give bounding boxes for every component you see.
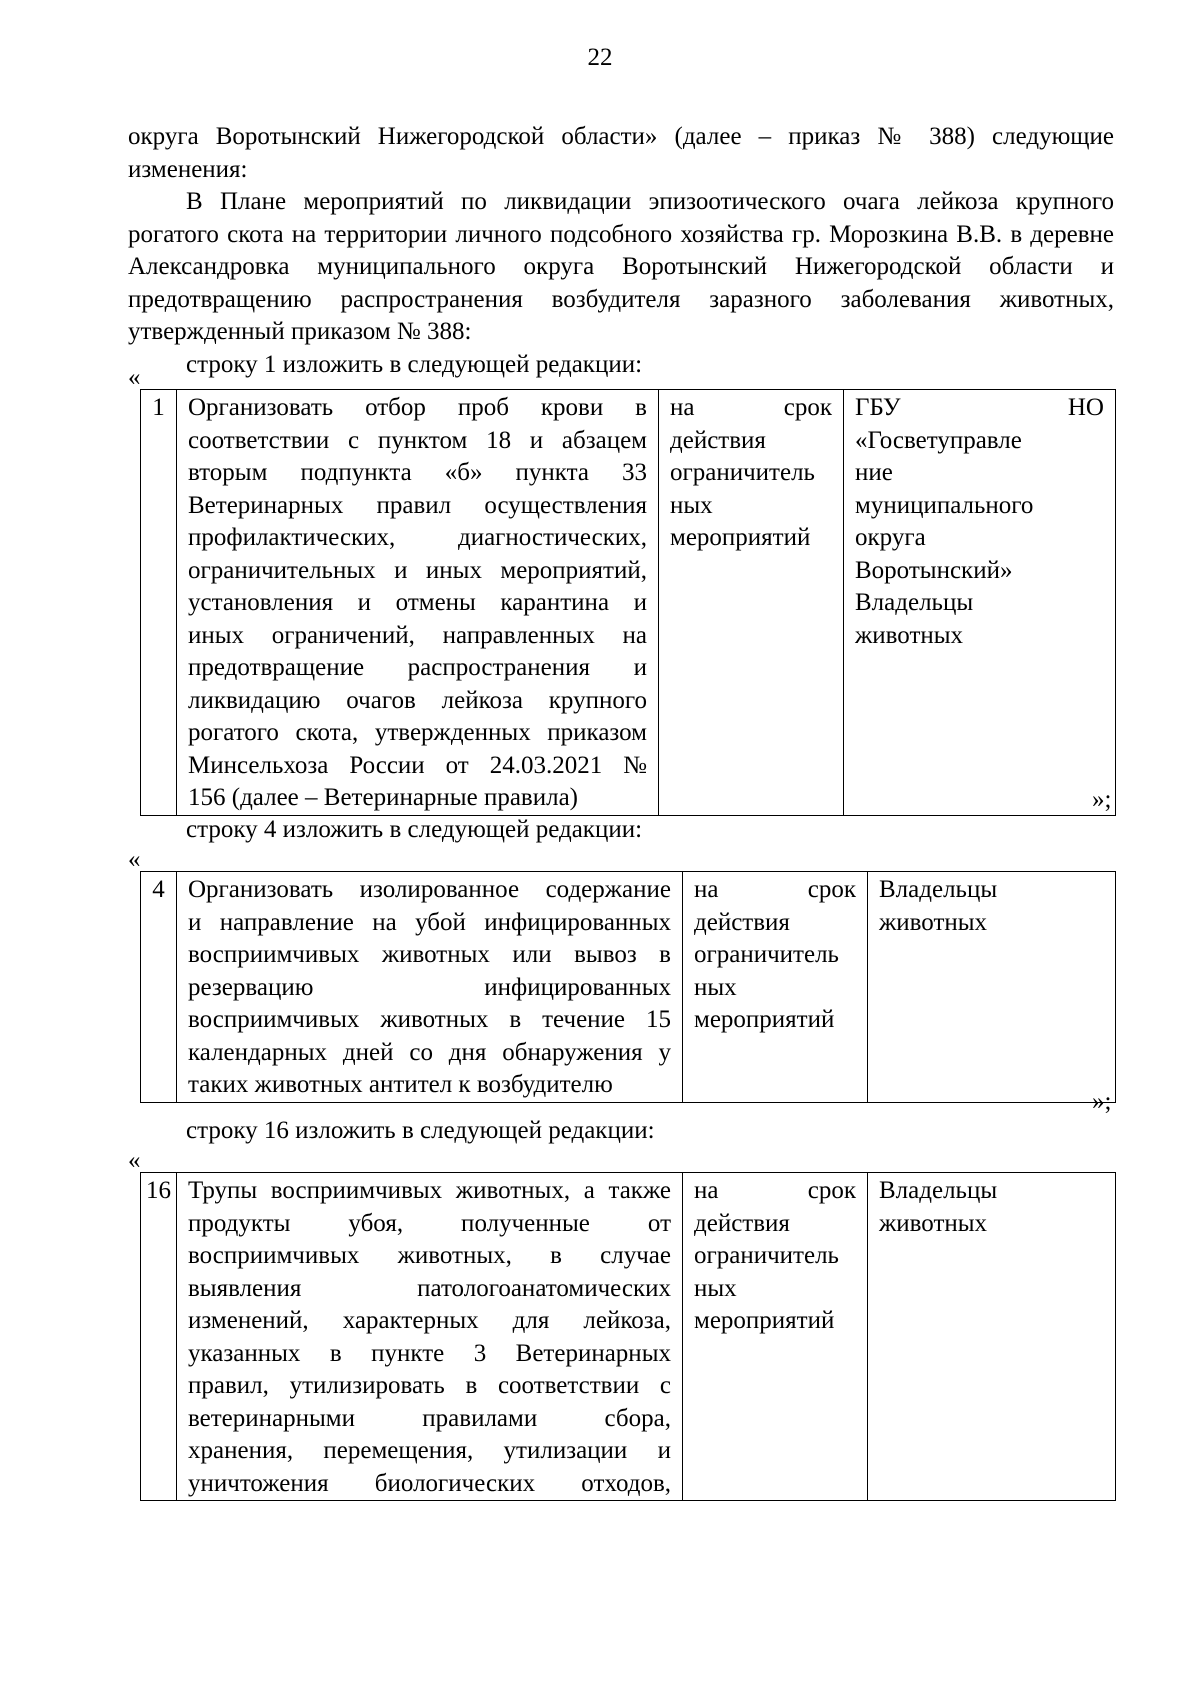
- cell-line: правил, утилизировать в соответствии с: [188, 1372, 671, 1399]
- cell-line: Владельцы: [879, 876, 998, 903]
- caption-row-4: строку 4 изложить в следующей редакции:: [186, 816, 643, 843]
- cell-line: календарных дней со дня обнаружения у: [188, 1038, 671, 1066]
- cell-line: ограничительных и иных мероприятий,: [188, 556, 647, 584]
- cell-line: животных: [879, 1209, 988, 1237]
- row-term: [659, 390, 844, 816]
- cell-line: ограничитель: [694, 1242, 839, 1269]
- cell-line: ных: [694, 973, 737, 1001]
- cell-line: соответствии с пунктом 18 и абзацем: [188, 426, 647, 454]
- cell-line: Трупы восприимчивых животных, а также: [188, 1177, 671, 1204]
- cell-line: на срок: [694, 876, 856, 903]
- cell-line: ных: [694, 1274, 737, 1302]
- table-row-4: [140, 871, 1116, 1103]
- row-term: [683, 872, 868, 1103]
- page-number: 22: [587, 44, 613, 71]
- quote-open-3: «: [128, 1147, 141, 1174]
- cell-line: действия: [670, 426, 766, 454]
- row-action: [177, 1173, 683, 1501]
- cell-line: округа: [855, 524, 926, 551]
- row-action: [177, 390, 659, 816]
- row-number: 16: [141, 1173, 177, 1501]
- cell-line: ограничитель: [670, 459, 815, 486]
- cell-line: уничтожения биологических отходов,: [188, 1469, 671, 1497]
- cell-line: резервацию инфицированных: [188, 973, 671, 1001]
- cell-line: ограничитель: [694, 941, 839, 968]
- row-responsible: [868, 1173, 1116, 1501]
- cell-line: профилактических, диагностических,: [188, 524, 647, 551]
- cell-line: предотвращение распространения и: [188, 654, 647, 681]
- cell-line: «Госветуправле: [855, 426, 1022, 454]
- row-responsible: [844, 390, 1116, 816]
- cell-line: установления и отмены карантина и: [188, 589, 647, 616]
- cell-line: мероприятий: [694, 1307, 835, 1334]
- intro-paragraph-2: В Плане мероприятий по ликвидации эпизоотического очага лейкоза крупного рогатого скота на территории личного подсобного хозяйства гр. Морозкина В.В. в деревне Александровка муниципального округа Воротынский Нижегородской области и предотвращению распространения возбудителя заразного заболевания животных, утвержденный приказом № 388:: [128, 188, 1114, 345]
- caption-row-16: строку 16 изложить в следующей редакции:: [186, 1117, 655, 1144]
- quote-close-2: »;: [1092, 1088, 1112, 1115]
- cell-line: восприимчивых животных или вывоз в: [188, 941, 671, 968]
- table-row-1: [140, 389, 1116, 816]
- cell-line: восприимчивых животных в течение 15: [188, 1006, 671, 1033]
- cell-line: рогатого скота, утвержденных приказом: [188, 719, 647, 746]
- cell-line: иных ограничений, направленных на: [188, 621, 647, 649]
- cell-line: Воротынский»: [855, 556, 1013, 584]
- cell-line: 156 (далее – Ветеринарные правила): [188, 784, 579, 811]
- intro-text: [128, 121, 1114, 381]
- cell-line: мероприятий: [670, 524, 811, 551]
- cell-line: продукты убоя, полученные от: [188, 1209, 671, 1237]
- quote-open-2: «: [128, 846, 141, 873]
- cell-line: ветеринарными правилами сбора,: [188, 1404, 671, 1432]
- cell-line: изменений, характерных для лейкоза,: [188, 1307, 671, 1334]
- quote-open-1: «: [128, 364, 141, 391]
- cell-line: указанных в пункте 3 Ветеринарных: [188, 1339, 671, 1367]
- cell-line: вторым подпункта «б» пункта 33: [188, 459, 647, 486]
- cell-line: Минсельхоза России от 24.03.2021 №: [188, 751, 647, 779]
- row-action: [177, 872, 683, 1103]
- row-responsible: [868, 872, 1116, 1103]
- cell-line: Владельцы: [879, 1177, 998, 1204]
- cell-line: таких животных антител к возбудителю: [188, 1071, 613, 1098]
- cell-line: выявления патологоанатомических: [188, 1274, 671, 1302]
- cell-line: мероприятий: [694, 1006, 835, 1033]
- cell-line: хранения, перемещения, утилизации и: [188, 1437, 671, 1464]
- cell-line: Организовать отбор проб крови в: [188, 394, 647, 421]
- cell-line: Организовать изолированное содержание: [188, 876, 671, 903]
- cell-line: на срок: [670, 394, 832, 421]
- quote-close-1: »;: [1092, 786, 1112, 813]
- cell-line: восприимчивых животных, в случае: [188, 1242, 671, 1269]
- cell-line: действия: [694, 1209, 790, 1237]
- cell-line: животных: [879, 908, 988, 936]
- row-number: 1: [141, 390, 177, 816]
- cell-line: ных: [670, 491, 713, 519]
- cell-line: действия: [694, 908, 790, 936]
- row-number: 4: [141, 872, 177, 1103]
- table-row-16: [140, 1172, 1116, 1501]
- cell-line: и направление на убой инфицированных: [188, 908, 671, 936]
- cell-line: муниципального: [855, 491, 1034, 519]
- intro-paragraph-1: округа Воротынский Нижегородской области» (далее – приказ № 388) следующие изменения:: [128, 123, 1114, 183]
- cell-line: на срок: [694, 1177, 856, 1204]
- cell-line: ние: [855, 459, 893, 486]
- row-term: [683, 1173, 868, 1501]
- cell-line: животных: [855, 621, 964, 649]
- cell-line: ликвидацию очагов лейкоза крупного: [188, 686, 647, 714]
- cell-line: Ветеринарных правил осуществления: [188, 491, 647, 519]
- intro-paragraph-3: строку 1 изложить в следующей редакции:: [186, 350, 643, 378]
- cell-line: ГБУ НО: [855, 394, 1104, 421]
- cell-line: Владельцы: [855, 589, 974, 616]
